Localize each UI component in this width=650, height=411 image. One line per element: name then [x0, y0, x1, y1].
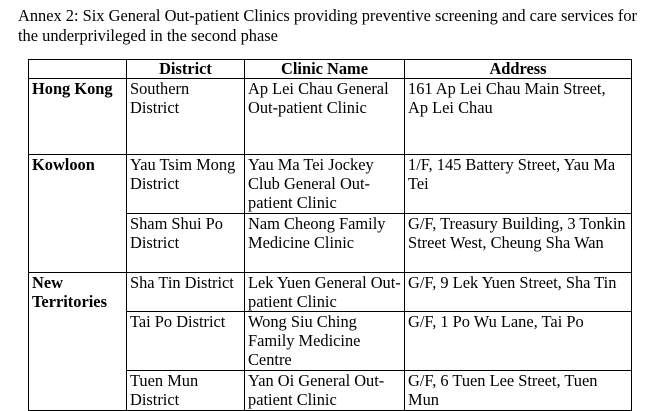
address-cell: G/F, 1 Po Wu Lane, Tai Po [405, 312, 632, 371]
clinic-cell: Lek Yuen General Out-patient Clinic [245, 273, 405, 312]
region-cell: Kowloon [29, 155, 127, 214]
district-cell: Tai Po District [127, 312, 245, 371]
region-cell: New Territories [29, 273, 127, 312]
document-caption: Annex 2: Six General Out-patient Clinics providing preventive screening and care services for the underprivileged in the second phase [18, 6, 638, 45]
address-cell: 161 Ap Lei Chau Main Street, Ap Lei Chau [405, 79, 632, 155]
header-region [29, 60, 127, 79]
clinic-cell: Wong Siu Ching Family Medicine Centre [245, 312, 405, 371]
table-row [29, 214, 632, 273]
clinics-table [28, 59, 632, 411]
table-row [29, 273, 632, 312]
district-cell: Sha Tin District [127, 273, 245, 312]
clinic-cell: Ap Lei Chau General Out-patient Clinic [245, 79, 405, 155]
table-row [29, 312, 632, 371]
district-cell: Yau Tsim Mong District [127, 155, 245, 214]
region-cell [29, 371, 127, 411]
clinic-cell: Nam Cheong Family Medicine Clinic [245, 214, 405, 273]
clinic-cell: Yau Ma Tei Jockey Club General Out-patient Clinic [245, 155, 405, 214]
header-district: District [127, 60, 245, 79]
header-address: Address [405, 60, 632, 79]
header-clinic-name: Clinic Name [245, 60, 405, 79]
table-row [29, 155, 632, 214]
district-cell: Southern District [127, 79, 245, 155]
region-cell [29, 312, 127, 371]
district-cell: Tuen Mun District [127, 371, 245, 411]
address-cell: G/F, Treasury Building, 3 Tonkin Street West, Cheung Sha Wan [405, 214, 632, 273]
clinic-cell: Yan Oi General Out-patient Clinic [245, 371, 405, 411]
district-cell: Sham Shui Po District [127, 214, 245, 273]
table-row [29, 371, 632, 411]
table-row [29, 79, 632, 155]
address-cell: G/F, 6 Tuen Lee Street, Tuen Mun [405, 371, 632, 411]
table-header-row [29, 60, 632, 79]
address-cell: 1/F, 145 Battery Street, Yau Ma Tei [405, 155, 632, 214]
address-cell: G/F, 9 Lek Yuen Street, Sha Tin [405, 273, 632, 312]
region-cell: Hong Kong [29, 79, 127, 155]
region-cell [29, 214, 127, 273]
